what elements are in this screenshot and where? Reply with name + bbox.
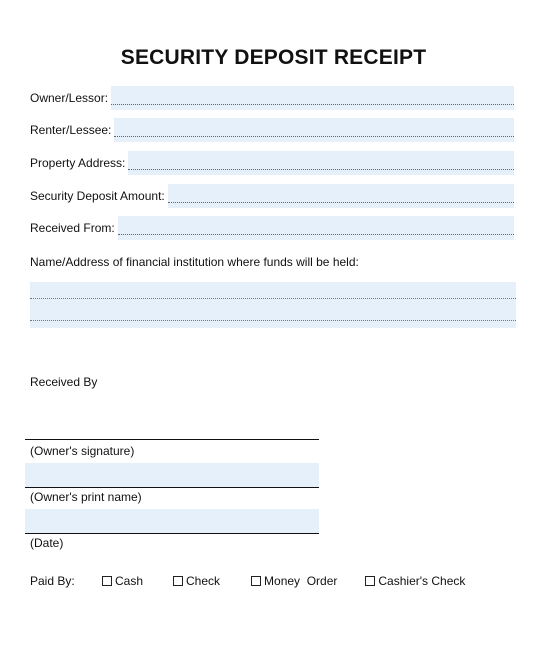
institution-field[interactable] — [30, 282, 516, 328]
institution-label: Name/Address of financial institution where funds will be held: — [30, 255, 359, 269]
check-label: Check — [186, 574, 221, 588]
paid-by-row — [30, 574, 465, 588]
date-label: (Date) — [30, 536, 64, 550]
property-address-field[interactable] — [128, 151, 514, 175]
cashiers-check-checkbox-icon[interactable] — [365, 576, 375, 586]
owner-lessor-row — [30, 86, 514, 110]
institution-line-1 — [30, 298, 516, 299]
received-from-row — [30, 216, 514, 240]
cashiers-check-label: Cashier's Check — [378, 574, 466, 588]
received-by-label: Received By — [30, 375, 98, 389]
paid-by-cash-option[interactable] — [102, 574, 143, 588]
property-address-row — [30, 151, 514, 175]
paid-by-check-option[interactable] — [173, 574, 220, 588]
received-from-field[interactable] — [118, 216, 514, 240]
institution-line-2 — [30, 320, 516, 321]
check-checkbox-icon[interactable] — [173, 576, 183, 586]
owner-print-name-field[interactable] — [25, 463, 319, 488]
deposit-amount-label: Security Deposit Amount: — [30, 189, 165, 203]
renter-lessee-label: Renter/Lessee: — [30, 123, 112, 137]
money-order-checkbox-icon[interactable] — [251, 576, 261, 586]
owner-signature-label: (Owner's signature) — [30, 444, 135, 458]
owner-print-name-block — [25, 463, 319, 504]
owner-lessor-label: Owner/Lessor: — [30, 91, 109, 105]
renter-lessee-field[interactable] — [114, 118, 514, 142]
owner-signature-block — [25, 439, 319, 458]
date-block — [25, 509, 319, 550]
property-address-label: Property Address: — [30, 156, 126, 170]
deposit-amount-row — [30, 184, 514, 208]
document-title: SECURITY DEPOSIT RECEIPT — [120, 46, 427, 69]
owner-lessor-field[interactable] — [111, 86, 514, 110]
deposit-amount-field[interactable] — [168, 184, 514, 208]
paid-by-cashiers-check-option[interactable] — [365, 574, 465, 588]
paid-by-label: Paid By: — [30, 574, 75, 588]
date-field[interactable] — [25, 509, 319, 534]
renter-lessee-row — [30, 118, 514, 142]
owner-print-name-label: (Owner's print name) — [30, 490, 142, 504]
cash-checkbox-icon[interactable] — [102, 576, 112, 586]
money-order-label: Money Order — [264, 574, 338, 588]
paid-by-money-order-option[interactable] — [251, 574, 337, 588]
cash-label: Cash — [115, 574, 144, 588]
received-from-label: Received From: — [30, 221, 115, 235]
